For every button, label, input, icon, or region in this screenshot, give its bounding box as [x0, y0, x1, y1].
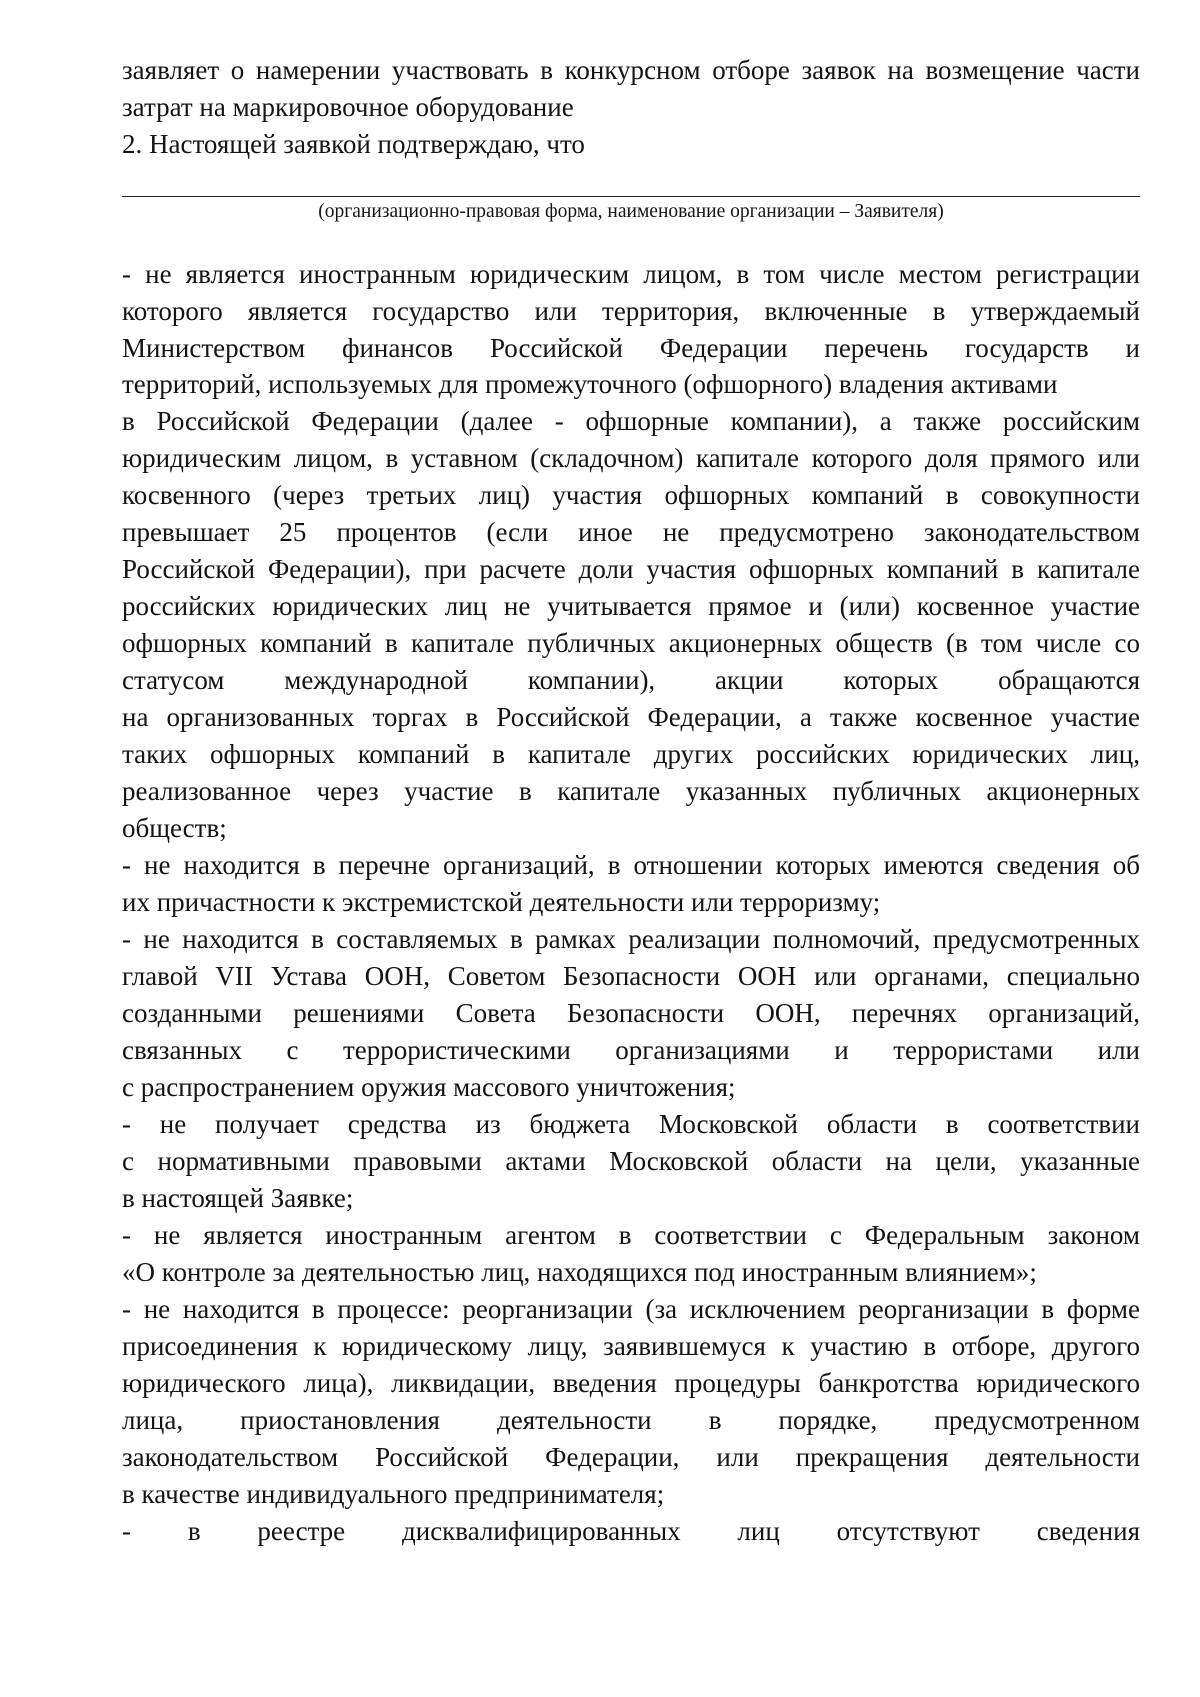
body-line: связанных с террористическими организациями и террористами или	[122, 1035, 1140, 1065]
body-line: Российской Федерации), при расчете доли участия офшорных компаний в капитале	[122, 554, 1140, 584]
body-line: - в реестре дисквалифицированных лиц отсутствуют сведения	[122, 1516, 1140, 1546]
body-line: которого является государство или территория, включенные в утверждаемый	[122, 296, 1140, 326]
body-line: - не находится в перечне организаций, в отношении которых имеются сведения об	[122, 850, 1140, 880]
body-line: в Российской Федерации (далее - офшорные компании), а также российским	[122, 406, 1140, 436]
body-line: таких офшорных компаний в капитале других российских юридических лиц,	[122, 739, 1140, 769]
body-line: присоединения к юридическому лицу, заявившемуся к участию в отборе, другого	[122, 1331, 1140, 1361]
body-line: - не является иностранным юридическим лицом, в том числе местом регистрации	[122, 259, 1140, 289]
body-line: лица, приостановления деятельности в порядке, предусмотренном	[122, 1405, 1140, 1435]
intro-line: заявляет о намерении участвовать в конкурсном отборе заявок на возмещение части	[122, 55, 1140, 85]
body-line: созданными решениями Совета Безопасности ООН, перечнях организаций,	[122, 998, 1140, 1028]
body-line: обществ;	[122, 813, 227, 843]
intro-line: затрат на маркировочное оборудование	[122, 92, 574, 122]
body-line: с распространением оружия массового уничтожения;	[122, 1072, 736, 1102]
body-line: юридическим лицом, в уставном (складочном) капитале которого доля прямого или	[122, 443, 1140, 473]
body-line: на организованных торгах в Российской Федерации, а также косвенное участие	[122, 702, 1140, 732]
fill-in-underline	[122, 196, 1140, 197]
body-line: статусом международной компании), акции которых обращаются	[122, 665, 1140, 695]
body-line: косвенного (через третьих лиц) участия офшорных компаний в совокупности	[122, 480, 1140, 510]
body-line: Министерством финансов Российской Федерации перечень государств и	[122, 333, 1140, 363]
body-line: офшорных компаний в капитале публичных акционерных обществ (в том числе со	[122, 628, 1140, 658]
body-line: - не получает средства из бюджета Московской области в соответствии	[122, 1109, 1140, 1139]
body-line: их причастности к экстремистской деятельности или терроризму;	[122, 887, 881, 917]
body-line: в качестве индивидуального предпринимателя;	[122, 1479, 665, 1509]
body-line: главой VII Устава ООН, Советом Безопасности ООН или органами, специально	[122, 961, 1140, 991]
body-line: в настоящей Заявке;	[122, 1183, 354, 1213]
body-line: юридического лица), ликвидации, введения процедуры банкротства юридического	[122, 1368, 1140, 1398]
body-line: - не находится в процессе: реорганизации (за исключением реорганизации в форме	[122, 1294, 1140, 1324]
body-line: территорий, используемых для промежуточного (офшорного) владения активами	[122, 369, 1058, 399]
body-line: «О контроле за деятельностью лиц, находящихся под иностранным влиянием»;	[122, 1257, 1037, 1287]
underline-caption: (организационно-правовая форма, наименование организации – Заявителя)	[318, 201, 944, 222]
body-line: российских юридических лиц не учитывается прямое и (или) косвенное участие	[122, 591, 1140, 621]
body-line: с нормативными правовыми актами Московской области на цели, указанные	[122, 1146, 1140, 1176]
body-line: реализованное через участие в капитале указанных публичных акционерных	[122, 776, 1140, 806]
body-line: - не находится в составляемых в рамках реализации полномочий, предусмотренных	[122, 924, 1140, 954]
body-line: - не является иностранным агентом в соответствии с Федеральным законом	[122, 1220, 1140, 1250]
intro-line: 2. Настоящей заявкой подтверждаю, что	[122, 129, 585, 159]
body-line: превышает 25 процентов (если иное не предусмотрено законодательством	[122, 517, 1140, 547]
body-line: законодательством Российской Федерации, или прекращения деятельности	[122, 1442, 1140, 1472]
